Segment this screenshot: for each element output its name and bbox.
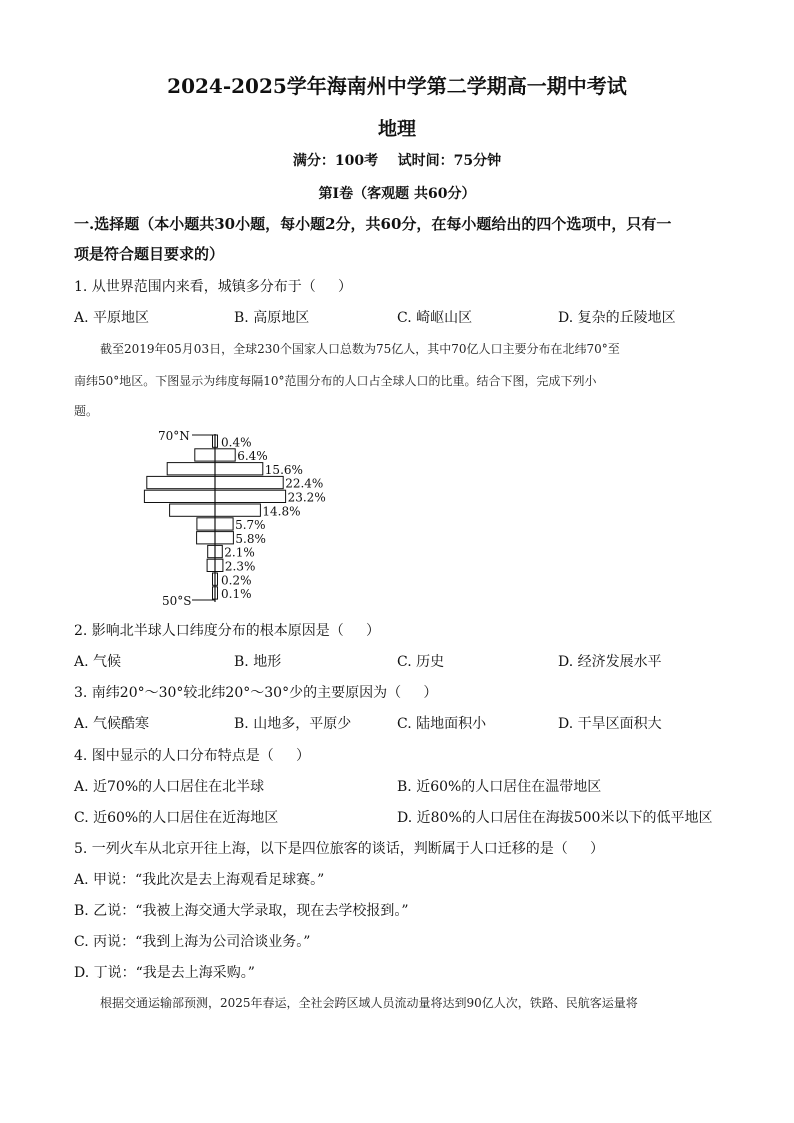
- chart-bottom-label: 50°S: [162, 594, 192, 608]
- question-4-option-d: D. 近80%的人口居住在海拔500米以下的低平地区: [397, 810, 713, 826]
- population-latitude-chart: [60, 426, 420, 611]
- part-title: 第Ⅰ卷（客观题 共60分）: [318, 186, 476, 202]
- population-bar-label: 14.8%: [262, 504, 301, 519]
- section-heading-line2: 项是符合题目要求的）: [74, 245, 225, 263]
- question-1-option-c: C. 崎岖山区: [397, 310, 473, 326]
- population-bar-label: 23.2%: [287, 490, 326, 505]
- passage-2-line1: 根据交通运输部预测，2025年春运，全社会跨区域人员流动量将达到90亿人次，铁路、民航客运量将: [100, 996, 638, 1010]
- question-4-option-b: B. 近60%的人口居住在温带地区: [397, 779, 602, 795]
- chart-top-label: 70°N: [158, 429, 190, 443]
- population-bar-label: 15.6%: [264, 462, 303, 477]
- question-5-stem: 5. 一列火车从北京开往上海，以下是四位旅客的谈话，判断属于人口迁移的是（ ）: [74, 841, 605, 857]
- question-2-option-b: B. 地形: [234, 654, 282, 670]
- question-2-option-d: D. 经济发展水平: [558, 654, 662, 670]
- passage-1-line1: 截至2019年05月03日，全球230个国家人口总数为75亿人，其中70亿人口主要分布在北纬70°至: [100, 342, 620, 356]
- exam-info: 满分：100考 试时间：75分钟: [292, 153, 502, 169]
- question-4-option-c: C. 近60%的人口居住在近海地区: [74, 810, 279, 826]
- population-bar-label: 2.1%: [224, 545, 255, 560]
- question-1-option-d: D. 复杂的丘陵地区: [558, 310, 676, 326]
- question-5-option-b: B. 乙说：“我被上海交通大学录取，现在去学校报到。”: [74, 903, 409, 919]
- question-3-stem: 3. 南纬20°～30°较北纬20°～30°少的主要原因为（ ）: [74, 685, 438, 701]
- population-bar-label: 0.4%: [221, 435, 252, 450]
- population-bar-label: 5.8%: [235, 531, 266, 546]
- question-2-option-a: A. 气候: [74, 654, 122, 670]
- question-4-stem: 4. 图中显示的人口分布特点是（ ）: [74, 748, 311, 764]
- population-bar-label: 5.7%: [235, 518, 266, 533]
- question-1-option-b: B. 高原地区: [234, 310, 310, 326]
- question-3-option-d: D. 干旱区面积大: [558, 716, 662, 732]
- question-1-option-a: A. 平原地区: [74, 310, 150, 326]
- section-heading-line1: 一.选择题（本小题共30小题，每小题2分，共60分，在每小题给出的四个选项中，只有一: [74, 215, 672, 233]
- question-3-option-c: C. 陆地面积小: [397, 716, 487, 732]
- question-2-stem: 2. 影响北半球人口纬度分布的根本原因是（ ）: [74, 623, 381, 639]
- population-bar-label: 2.3%: [224, 559, 256, 574]
- question-5-option-c: C. 丙说：“我到上海为公司洽谈业务。”: [74, 934, 311, 950]
- question-5-option-a: A. 甲说：“我此次是去上海观看足球赛。”: [74, 872, 325, 888]
- question-1-stem: 1. 从世界范围内来看，城镇多分布于（ ）: [74, 279, 353, 295]
- population-bar-label: 0.1%: [221, 587, 252, 602]
- subject-title: 地理: [377, 118, 416, 140]
- population-bar-label: 0.2%: [221, 573, 252, 588]
- question-3-option-b: B. 山地多，平原少: [234, 716, 352, 732]
- exam-title: 2024-2025学年海南州中学第二学期高一期中考试: [167, 74, 627, 98]
- question-5-option-d: D. 丁说：“我是去上海采购。”: [74, 965, 255, 981]
- question-2-option-c: C. 历史: [397, 654, 445, 670]
- passage-1-line3: 题。: [74, 404, 99, 418]
- question-4-option-a: A. 近70%的人口居住在北半球: [74, 779, 265, 795]
- passage-1-line2: 南纬50°地区。下图显示为纬度每隔10°范围分布的人口占全球人口的比重。结合下图，完成下列小: [74, 374, 597, 388]
- population-bar-label: 6.4%: [237, 449, 268, 464]
- population-bar-label: 22.4%: [285, 476, 324, 491]
- question-3-option-a: A. 气候酷寒: [74, 716, 150, 732]
